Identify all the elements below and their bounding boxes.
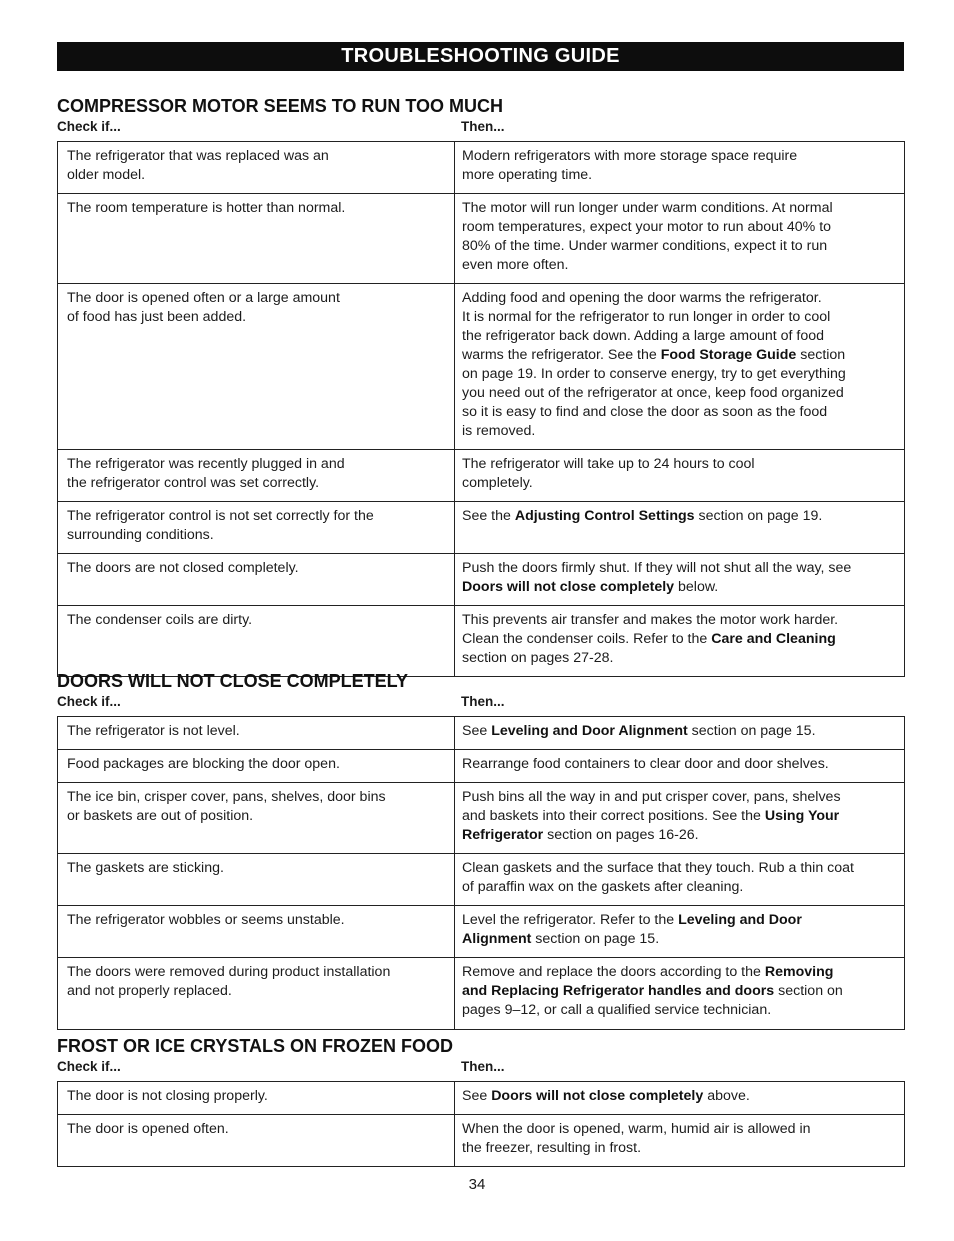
then-text: the freezer, resulting in frost. — [462, 1140, 642, 1156]
table-row — [58, 1082, 905, 1115]
then-cell — [455, 194, 905, 284]
table-row — [58, 717, 905, 750]
section-reference: Care and Cleaning — [711, 631, 836, 647]
then-text: section on pages 16-26. — [543, 827, 699, 843]
then-text: Level the refrigerator. Refer to the — [462, 912, 679, 928]
table-row — [58, 854, 905, 906]
then-text: is removed. — [462, 423, 536, 439]
section-reference: Using Your — [764, 808, 840, 824]
then-cell — [455, 502, 905, 554]
check-text: and not properly replaced. — [67, 983, 232, 999]
section-title: DOORS WILL NOT CLOSE COMPLETELY — [57, 671, 409, 691]
table-row — [58, 906, 905, 958]
then-text: below. — [674, 579, 719, 595]
check-text: the refrigerator control was set correctly. — [67, 475, 320, 491]
then-text: See the — [462, 508, 515, 524]
troubleshooting-table — [57, 1081, 905, 1167]
then-cell — [455, 1115, 905, 1167]
check-text: The ice bin, crisper cover, pans, shelves, door bins — [67, 789, 386, 805]
table-row — [58, 502, 905, 554]
check-cell — [58, 502, 455, 554]
then-cell — [455, 854, 905, 906]
section-reference: Doors will not close completely — [491, 1088, 704, 1104]
then-text: When the door is opened, warm, humid air is allowed in — [462, 1121, 811, 1137]
then-text: section on — [774, 983, 843, 999]
table-row — [58, 783, 905, 854]
then-text: section on pages 27-28. — [462, 650, 614, 666]
then-text: room temperatures, expect your motor to run about 40% to — [462, 219, 832, 235]
check-cell — [58, 194, 455, 284]
check-text: The door is not closing properly. — [67, 1088, 268, 1104]
then-text: of paraffin wax on the gaskets after cleaning. — [462, 879, 744, 895]
then-text: See — [462, 723, 492, 739]
then-text: and baskets into their correct positions. See the — [462, 808, 765, 824]
section-reference: Leveling and Door Alignment — [491, 723, 688, 739]
then-cell — [455, 783, 905, 854]
then-text: so it is easy to find and close the door as soon as the food — [462, 404, 828, 420]
table-row — [58, 450, 905, 502]
section-compressor — [57, 95, 904, 677]
then-text: pages 9–12, or call a qualified service technician. — [462, 1002, 772, 1018]
section-reference: Doors will not close completely — [462, 579, 675, 595]
then-text: even more often. — [462, 257, 569, 273]
table-row — [58, 554, 905, 606]
then-text: This prevents air transfer and makes the motor work harder. — [462, 612, 839, 628]
check-cell — [58, 142, 455, 194]
check-text: The refrigerator control is not set correctly for the — [67, 508, 374, 524]
then-text: section — [796, 347, 846, 363]
table-row — [58, 142, 905, 194]
then-text: Adding food and opening the door warms the refrigerator. — [462, 290, 822, 306]
check-text: The doors were removed during product installation — [67, 964, 391, 980]
check-text: or baskets are out of position. — [67, 808, 254, 824]
check-cell — [58, 1115, 455, 1167]
then-text: Push the doors firmly shut. If they will not shut all the way, see — [462, 560, 852, 576]
check-cell — [58, 450, 455, 502]
then-text: 80% of the time. Under warmer conditions, expect it to run — [462, 238, 828, 254]
check-cell — [58, 554, 455, 606]
then-text: completely. — [462, 475, 533, 491]
check-text: The gaskets are sticking. — [67, 860, 224, 876]
check-text: The refrigerator wobbles or seems unstable. — [67, 912, 345, 928]
column-headers — [57, 1059, 904, 1077]
then-text: the refrigerator back down. Adding a large amount of food — [462, 328, 825, 344]
table-row — [58, 958, 905, 1030]
table-row — [58, 284, 905, 450]
table-row — [58, 750, 905, 783]
check-if-header: Check if... — [57, 1059, 121, 1074]
check-text: surrounding conditions. — [67, 527, 214, 543]
check-text: of food has just been added. — [67, 309, 247, 325]
check-cell — [58, 750, 455, 783]
then-header: Then... — [461, 1059, 505, 1074]
section-doors — [57, 670, 904, 1030]
column-headers — [57, 119, 904, 137]
section-frost — [57, 1035, 904, 1167]
then-cell — [455, 958, 905, 1030]
check-text: Food packages are blocking the door open. — [67, 756, 340, 772]
section-reference: and Replacing Refrigerator handles and doors — [462, 983, 775, 999]
check-cell — [58, 284, 455, 450]
then-text: It is normal for the refrigerator to run longer in order to cool — [462, 309, 831, 325]
then-cell — [455, 284, 905, 450]
table-row — [58, 194, 905, 284]
check-if-header: Check if... — [57, 119, 121, 134]
then-text: on page 19. In order to conserve energy, try to get everything — [462, 366, 846, 382]
check-cell — [58, 606, 455, 677]
then-text: Push bins all the way in and put crisper cover, pans, shelves — [462, 789, 841, 805]
then-text: Clean the condenser coils. Refer to the — [462, 631, 712, 647]
then-text: more operating time. — [462, 167, 593, 183]
section-reference: Alignment — [462, 931, 532, 947]
table-row — [58, 606, 905, 677]
then-cell — [455, 554, 905, 606]
troubleshooting-table — [57, 716, 905, 1030]
check-cell — [58, 906, 455, 958]
then-text: Clean gaskets and the surface that they touch. Rub a thin coat — [462, 860, 854, 876]
check-text: The refrigerator was recently plugged in and — [67, 456, 345, 472]
check-text: The refrigerator is not level. — [67, 723, 240, 739]
then-cell — [455, 717, 905, 750]
then-text: The motor will run longer under warm conditions. At normal — [462, 200, 833, 216]
then-cell — [455, 906, 905, 958]
then-text: See — [462, 1088, 492, 1104]
check-if-header: Check if... — [57, 694, 121, 709]
section-title: FROST OR ICE CRYSTALS ON FROZEN FOOD — [57, 1036, 453, 1056]
then-cell — [455, 142, 905, 194]
then-text: Rearrange food containers to clear door and door shelves. — [462, 756, 829, 772]
troubleshooting-table — [57, 141, 905, 677]
section-reference: Adjusting Control Settings — [514, 508, 695, 524]
check-text: The refrigerator that was replaced was an — [67, 148, 329, 164]
page-banner: TROUBLESHOOTING GUIDE — [57, 42, 904, 71]
then-text: section on page 15. — [687, 723, 816, 739]
check-text: The door is opened often or a large amount — [67, 290, 340, 306]
then-cell — [455, 450, 905, 502]
section-title: COMPRESSOR MOTOR SEEMS TO RUN TOO MUCH — [57, 96, 504, 116]
then-text: above. — [703, 1088, 750, 1104]
then-text: section on page 19. — [694, 508, 823, 524]
then-text: Modern refrigerators with more storage space require — [462, 148, 798, 164]
check-cell — [58, 717, 455, 750]
then-header: Then... — [461, 119, 505, 134]
check-cell — [58, 958, 455, 1030]
then-cell — [455, 606, 905, 677]
section-reference: Removing — [764, 964, 834, 980]
section-reference: Food Storage Guide — [660, 347, 797, 363]
column-headers — [57, 694, 904, 712]
check-text: The condenser coils are dirty. — [67, 612, 253, 628]
check-text: older model. — [67, 167, 146, 183]
then-cell — [455, 750, 905, 783]
table-row — [58, 1115, 905, 1167]
check-text: The door is opened often. — [67, 1121, 229, 1137]
then-text: you need out of the refrigerator at once, keep food organized — [462, 385, 844, 401]
check-cell — [58, 783, 455, 854]
check-cell — [58, 854, 455, 906]
check-text: The room temperature is hotter than normal. — [67, 200, 346, 216]
then-text: The refrigerator will take up to 24 hours to cool — [462, 456, 755, 472]
section-reference: Leveling and Door — [678, 912, 802, 928]
check-text: The doors are not closed completely. — [67, 560, 299, 576]
then-text: warms the refrigerator. See the — [462, 347, 661, 363]
then-text: Remove and replace the doors according to the — [462, 964, 765, 980]
page-number: 34 — [468, 1176, 486, 1193]
then-text: section on page 15. — [531, 931, 660, 947]
then-header: Then... — [461, 694, 505, 709]
check-cell — [58, 1082, 455, 1115]
section-reference: Refrigerator — [462, 827, 544, 843]
then-cell — [455, 1082, 905, 1115]
